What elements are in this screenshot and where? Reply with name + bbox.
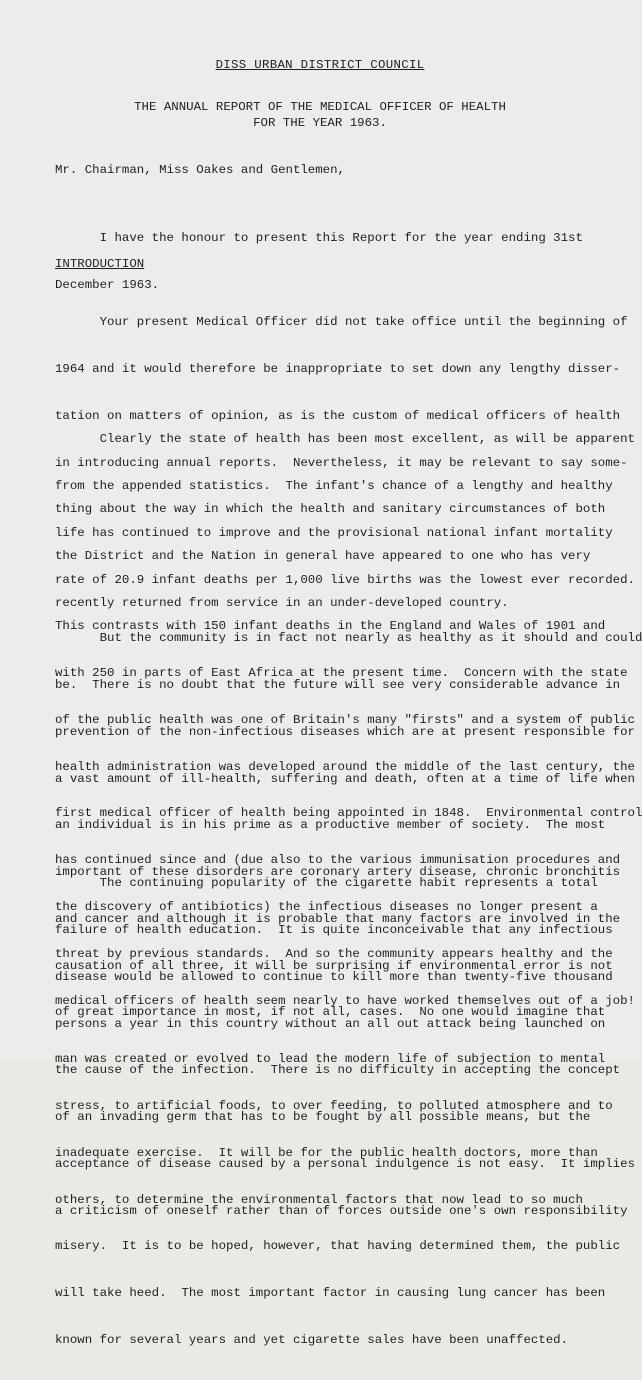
report-title-line-1: THE ANNUAL REPORT OF THE MEDICAL OFFICER OF HEALTH — [134, 100, 506, 114]
text-line: the cause of the infection. There is no difficulty in accepting the concept — [55, 1063, 621, 1078]
text-line: in introducing annual reports. Nevertheless, it may be relevant to say some- — [55, 455, 628, 470]
text-line: thing about the way in which the health and sanitary circumstances of both — [55, 502, 606, 517]
text-line: has continued since and (due also to the various immunisation procedures and — [55, 853, 621, 868]
section-heading-introduction: INTRODUCTION — [55, 257, 145, 271]
text-line: I have the honour to present this Report for the year ending 31st — [55, 231, 583, 246]
text-line: health administration was developed around the middle of the last century, the — [55, 759, 635, 774]
text-line: important of these disorders are coronary artery disease, chronic bronchitis — [55, 865, 621, 880]
text-line: acceptance of disease caused by a personal indulgence is not easy. It implies — [55, 1156, 635, 1171]
text-line: stress, to artificial foods, to over feeding, to polluted atmosphere and to — [55, 1099, 613, 1113]
text-line: failure of health education. It is quite inconceivable that any infectious — [55, 922, 613, 937]
text-line: But the community is in fact not nearly as healthy as it should and could — [55, 631, 642, 646]
text-line: recently returned from service in an under-developed country. — [55, 595, 509, 610]
text-line: the discovery of antibiotics) the infectious diseases no longer present a — [55, 900, 598, 914]
text-line: Clearly the state of health has been most excellent, as will be apparent — [55, 432, 635, 447]
text-line: causation of all three, it will be surprising if environmental error is not — [55, 958, 613, 973]
council-name: DISS URBAN DISTRICT COUNCIL — [215, 58, 425, 72]
report-title-line-2: FOR THE YEAR 1963. — [253, 116, 387, 130]
text-line: prevention of the non-infectious diseases which are at present responsible for — [55, 724, 635, 739]
text-line: The continuing popularity of the cigarette habit represents a total — [55, 876, 598, 891]
text-line: persons a year in this country without an all out attack being launched on — [55, 1016, 606, 1031]
text-line: of the public health was one of Britain's many "firsts" and a system of public — [55, 712, 635, 727]
text-line: threat by previous standards. And so the community appears healthy and the — [55, 946, 613, 961]
text-line: with 250 in parts of East Africa at the present time. Concern with the state — [55, 666, 628, 681]
text-line: a criticism of oneself rather than of forces outside one's own responsibility — [55, 1203, 628, 1218]
text-line: the District and the Nation in general have appeared to one who has very — [55, 549, 591, 564]
text-line: and cancer and although it is probable that many factors are involved in the — [55, 911, 621, 926]
text-line: be. There is no doubt that the future will see very considerable advance in — [55, 677, 621, 692]
text-line: man was created or evolved to lead the modern life of subjection to mental — [55, 1052, 606, 1067]
text-line: others, to determine the environmental factors that now lead to so much — [55, 1192, 583, 1207]
text-line: December 1963. — [55, 277, 160, 292]
text-line: will take heed. The most important factor in causing lung cancer has been — [55, 1286, 606, 1301]
text-line: first medical officer of health being appointed in 1848. Environmental control — [55, 806, 642, 821]
text-line: This contrasts with 150 infant deaths in the England and Wales of 1901 and — [55, 619, 606, 634]
text-line: misery. It is to be hoped, however, that having determined them, the public — [55, 1239, 621, 1254]
text-line: Your present Medical Officer did not take office until the beginning of — [55, 315, 628, 330]
text-line: of an invading germ that has to be fought by all possible means, but the — [55, 1110, 591, 1125]
text-line: disease would be allowed to continue to kill more than twenty-five thousand — [55, 969, 613, 984]
text-line: medical officers of health seem nearly to have worked themselves out of a job! — [55, 993, 635, 1008]
text-line: a vast amount of ill-health, suffering and death, often at a time of life when — [55, 771, 635, 786]
text-line: inadequate exercise. It will be for the public health doctors, more than — [55, 1145, 598, 1160]
text-line: known for several years and yet cigarette sales have been unaffected. — [55, 1332, 569, 1347]
salutation: Mr. Chairman, Miss Oakes and Gentlemen, — [55, 163, 345, 177]
text-line: from the appended statistics. The infant's chance of a lengthy and healthy — [55, 478, 613, 493]
text-line: rate of 20.9 infant deaths per 1,000 live births was the lowest ever recorded. — [55, 572, 635, 587]
paragraph-4 — [55, 845, 635, 1250]
text-line: 1964 and it would therefore be inappropriate to set down any lengthy disser- — [55, 361, 621, 376]
text-line: life has continued to improve and the provisional national infant mortality — [55, 525, 613, 540]
text-line: of great importance in most, if not all, cases. No one would imagine that — [55, 1005, 606, 1020]
text-line: an individual is in his prime as a productive member of society. The most — [55, 818, 606, 833]
text-line: tation on matters of opinion, as is the custom of medical officers of health — [55, 408, 621, 423]
